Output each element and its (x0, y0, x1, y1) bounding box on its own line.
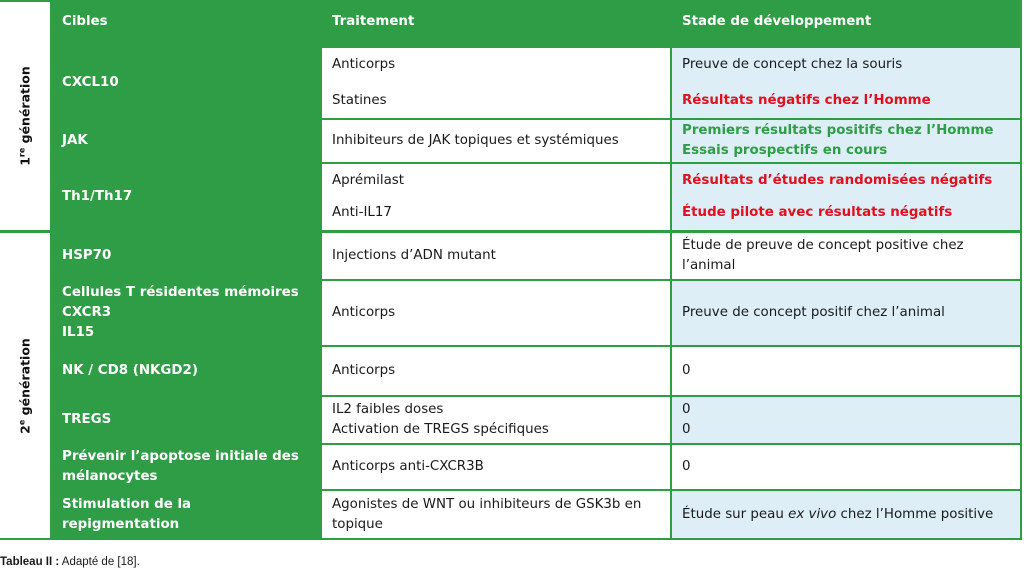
table-row-traitement: Anticorps (322, 281, 670, 345)
table-row-stade: Résultats d’études randomisées négatifs Étude pilote avec résultats négatifs (672, 164, 1020, 230)
table-row-cible: CXCL10 (52, 48, 320, 118)
table-row-stade: Étude sur peau ex vivo chez l’Homme positive (672, 491, 1020, 538)
header-traitement: Traitement (322, 2, 670, 46)
table-row-traitement: Anticorps (322, 347, 670, 395)
table-row-traitement: IL2 faibles doses Activation de TREGS spécifiques (322, 397, 670, 443)
table-row-cible: Prévenir l’apoptose initiale des mélanocytes (52, 445, 320, 489)
table-row-traitement: Agonistes de WNT ou inhibiteurs de GSK3b en topique (322, 491, 670, 538)
table-row-traitement: Inhibiteurs de JAK topiques et systémiques (322, 120, 670, 162)
table-row-cible: HSP70 (52, 233, 320, 279)
table-caption: Tableau II : Adapté de [18]. (0, 556, 140, 568)
table-row-stade: Preuve de concept chez la souris Résultats négatifs chez l’Homme (672, 48, 1020, 118)
table-row-cible: NK / CD8 (NKGD2) (52, 347, 320, 395)
second-generation-label: 2e génération (0, 233, 50, 538)
header-cibles: Cibles (52, 2, 320, 46)
table-row-stade: 0 (672, 347, 1020, 395)
table-row-cible: JAK (52, 120, 320, 162)
table-row-traitement: Aprémilast Anti-IL17 (322, 164, 670, 230)
table-row-cible: TREGS (52, 397, 320, 443)
table-row-stade: 0 0 (672, 397, 1020, 443)
table-row-traitement: Anticorps anti-CXCR3B (322, 445, 670, 489)
table-row-cible: Stimulation de la repigmentation (52, 491, 320, 538)
first-generation-label: 1re génération (0, 2, 50, 230)
table-row-cible: Th1/Th17 (52, 164, 320, 230)
table-row-cible: Cellules T résidentes mémoires CXCR3 IL15 (52, 281, 320, 345)
header-stade: Stade de développement (672, 2, 1020, 46)
table-row-stade: Étude de preuve de concept positive chez l’animal (672, 233, 1020, 279)
table-row-traitement: Anticorps Statines (322, 48, 670, 118)
table-row-traitement: Injections d’ADN mutant (322, 233, 670, 279)
table-row-stade: 0 (672, 445, 1020, 489)
table-row-stade: Preuve de concept positif chez l’animal (672, 281, 1020, 345)
table-row-stade: Premiers résultats positifs chez l’Homme Essais prospectifs en cours (672, 120, 1020, 162)
